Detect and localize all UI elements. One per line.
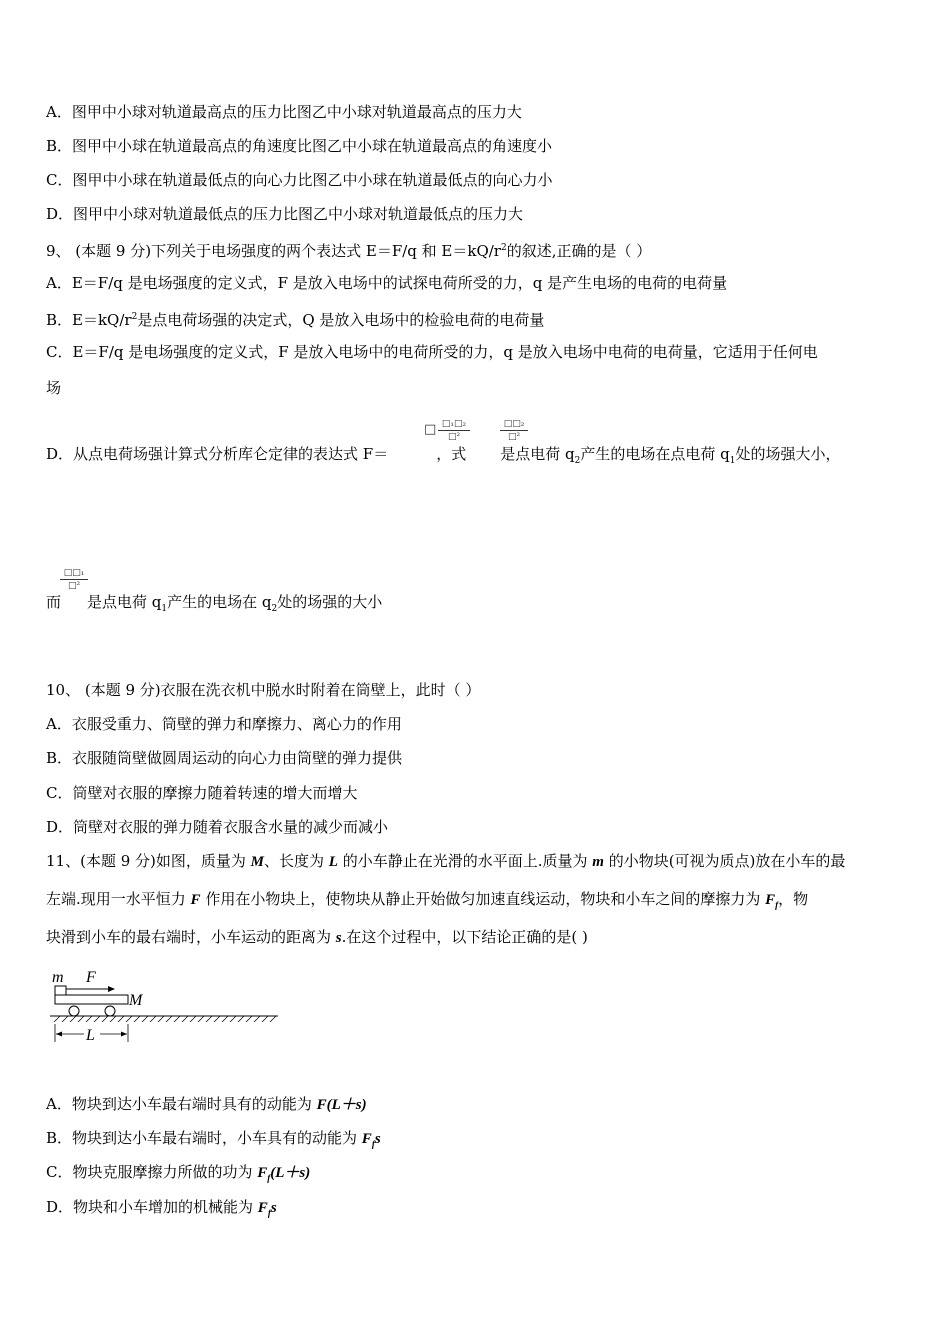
cart-wheel-left [69, 1006, 79, 1016]
formula-box: □ [424, 422, 437, 437]
q9-option-c-line2: 场 [46, 379, 62, 397]
formula-fraction-2: □□₂ □² [500, 419, 528, 442]
q11-option-b: B．物块到达小车最右端时，小车具有的动能为 $F_fs$ [46, 1129, 381, 1149]
cart-block-diagram [40, 960, 290, 1050]
q9-option-d-line1: D．从点电荷场强计算式分析库仑定律的表达式 F＝ ，式 是点电荷 $q_2$产生的电场在点电荷 $q_1$处的场强大小， [46, 445, 841, 466]
label-m: m [52, 969, 64, 986]
dimension-arrow-left [56, 1032, 62, 1037]
q11-option-d: D．物块和小车增加的机械能为 $F_fs$ [46, 1198, 277, 1218]
q9-option-c-line1: C．E＝F/q 是电场强度的定义式，F 是放入电场中的电荷所受的力，q 是放入电场中电荷的电荷量，它适用于任何电 [46, 343, 818, 361]
formula-fraction-3: □□₁ □² [60, 568, 88, 591]
label-F: F [86, 969, 96, 986]
q8-option-d: D．图甲中小球对轨道最低点的压力比图乙中小球对轨道最低点的压力大 [46, 205, 524, 223]
force-arrowhead [108, 986, 115, 992]
q10-option-c: C．筒壁对衣服的摩擦力随着转速的增大而增大 [46, 784, 358, 802]
q11-option-c: C．物块克服摩擦力所做的功为 $F_f(L+s)$ [46, 1163, 311, 1183]
dimension-arrow-right [121, 1032, 127, 1037]
q9-option-b: B．$E=kQ/r^2$是点电荷场强的决定式，Q 是放入电场中的检验电荷的电荷量 [46, 311, 545, 329]
q9-option-a: A．E＝F/q 是电场强度的定义式，F 是放入电场中的试探电荷所受的力，q 是产生电场的电荷的电荷量 [46, 274, 728, 292]
q8-option-b: B．图甲中小球在轨道最高点的角速度比图乙中小球在轨道最高点的角速度小 [46, 137, 553, 155]
small-block [55, 986, 66, 995]
q10-option-b: B．衣服随筒壁做圆周运动的向心力由筒壁的弹力提供 [46, 749, 403, 767]
q10-option-a: A．衣服受重力、筒壁的弹力和摩擦力、离心力的作用 [46, 715, 402, 733]
q9-option-d-line2: 而 是点电荷 $q_1$产生的电场在 $q_2$处的场强的大小 [46, 593, 383, 614]
q11-stem-line2: 左端.现用一水平恒力 F 作用在小物块上，使物块从静止开始做匀加速直线运动，物块和小车之间的摩擦力为 $F_f$，物 [46, 890, 809, 910]
q9-stem: 9、 (本题 9 分)下列关于电场强度的两个表达式 E＝F/q 和 $E=kQ/r^2$的叙述,正确的是（ ） [46, 242, 652, 260]
cart-wheel-right [105, 1006, 115, 1016]
ground-hatching [54, 1016, 276, 1022]
cart-body [55, 995, 128, 1004]
q8-option-c: C．图甲中小球在轨道最低点的向心力比图乙中小球在轨道最低点的向心力小 [46, 171, 553, 189]
label-L: L [86, 1027, 95, 1044]
q8-option-a: A．图甲中小球对轨道最高点的压力比图乙中小球对轨道最高点的压力大 [46, 103, 522, 121]
formula-fraction-1: □₁□₂ □² [438, 419, 470, 442]
q10-stem: 10、 (本题 9 分)衣服在洗衣机中脱水时附着在筒壁上，此时（ ） [46, 681, 481, 699]
q11-stem-line3: 块滑到小车的最右端时，小车运动的距离为 s.在这个过程中，以下结论正确的是( ) [46, 928, 588, 946]
q10-option-d: D．筒壁对衣服的弹力随着衣服含水量的减少而减小 [46, 818, 389, 836]
q11-stem-line1: 11、(本题 9 分)如图，质量为 M、长度为 L 的小车静止在光滑的水平面上.质量为 m 的小物块(可视为质点)放在小车的最 [46, 852, 846, 870]
label-M: M [129, 992, 143, 1009]
q11-option-a: A．物块到达小车最右端时具有的动能为 F(L＋s) [46, 1095, 367, 1113]
